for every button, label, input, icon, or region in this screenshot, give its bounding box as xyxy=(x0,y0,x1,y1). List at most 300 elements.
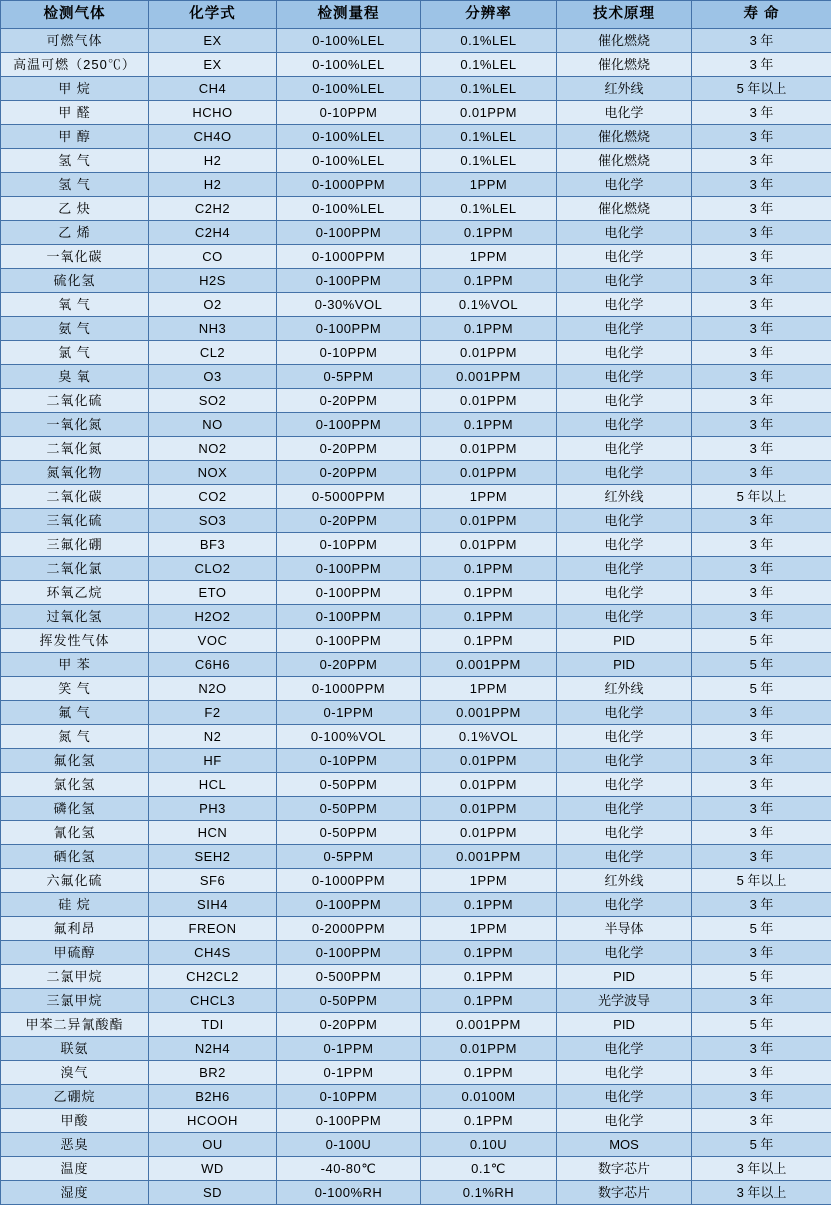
table-row xyxy=(1,989,831,1013)
cell-resolution: 0.1PPM xyxy=(421,413,557,437)
cell-principle: 电化学 xyxy=(557,317,692,341)
cell-lifetime: 5 年 xyxy=(692,1013,831,1037)
table-row xyxy=(1,149,831,173)
cell-gas: 三氧化硫 xyxy=(1,509,149,533)
cell-range: 0-1PPM xyxy=(277,701,421,725)
cell-formula: H2 xyxy=(149,173,277,197)
cell-formula: EX xyxy=(149,29,277,53)
cell-range: 0-100PPM xyxy=(277,221,421,245)
cell-formula: HF xyxy=(149,749,277,773)
table-row xyxy=(1,701,831,725)
cell-resolution: 0.1PPM xyxy=(421,317,557,341)
cell-gas: 氟化氢 xyxy=(1,749,149,773)
cell-lifetime: 3 年 xyxy=(692,1109,831,1133)
table-row xyxy=(1,677,831,701)
cell-range: 0-1PPM xyxy=(277,1061,421,1085)
cell-principle: 电化学 xyxy=(557,293,692,317)
table-row xyxy=(1,1013,831,1037)
cell-formula: H2 xyxy=(149,149,277,173)
cell-range: 0-100%LEL xyxy=(277,149,421,173)
cell-range: 0-100PPM xyxy=(277,1109,421,1133)
cell-range: 0-30%VOL xyxy=(277,293,421,317)
table-row xyxy=(1,821,831,845)
cell-formula: N2O xyxy=(149,677,277,701)
cell-gas: 过氧化氢 xyxy=(1,605,149,629)
cell-lifetime: 3 年 xyxy=(692,509,831,533)
cell-resolution: 0.1PPM xyxy=(421,1109,557,1133)
cell-range: 0-50PPM xyxy=(277,989,421,1013)
cell-lifetime: 3 年 xyxy=(692,269,831,293)
cell-principle: 电化学 xyxy=(557,341,692,365)
cell-resolution: 0.1PPM xyxy=(421,557,557,581)
cell-resolution: 0.1%LEL xyxy=(421,125,557,149)
cell-gas: 高温可燃（250℃） xyxy=(1,53,149,77)
cell-gas: 甲苯二异氰酸酯 xyxy=(1,1013,149,1037)
cell-range: 0-100PPM xyxy=(277,893,421,917)
cell-principle: 数字芯片 xyxy=(557,1181,692,1205)
cell-principle: 电化学 xyxy=(557,557,692,581)
cell-formula: C2H4 xyxy=(149,221,277,245)
table-row xyxy=(1,1157,831,1181)
table-row xyxy=(1,845,831,869)
table-row xyxy=(1,1181,831,1205)
cell-resolution: 0.10U xyxy=(421,1133,557,1157)
cell-resolution: 0.01PPM xyxy=(421,1037,557,1061)
cell-principle: 红外线 xyxy=(557,677,692,701)
table-row xyxy=(1,629,831,653)
cell-range: 0-20PPM xyxy=(277,389,421,413)
table-row xyxy=(1,317,831,341)
cell-principle: 催化燃烧 xyxy=(557,197,692,221)
cell-range: 0-100PPM xyxy=(277,413,421,437)
cell-lifetime: 5 年 xyxy=(692,629,831,653)
cell-principle: 电化学 xyxy=(557,389,692,413)
cell-range: 0-5PPM xyxy=(277,365,421,389)
cell-principle: 电化学 xyxy=(557,365,692,389)
cell-formula: VOC xyxy=(149,629,277,653)
cell-gas: 甲 醛 xyxy=(1,101,149,125)
cell-resolution: 1PPM xyxy=(421,245,557,269)
cell-range: 0-50PPM xyxy=(277,797,421,821)
column-header-resolution: 分辨率 xyxy=(421,1,557,29)
cell-formula: ETO xyxy=(149,581,277,605)
cell-resolution: 0.01PPM xyxy=(421,509,557,533)
table-row xyxy=(1,365,831,389)
table-row xyxy=(1,509,831,533)
cell-gas: 湿度 xyxy=(1,1181,149,1205)
cell-formula: HCOOH xyxy=(149,1109,277,1133)
cell-principle: 电化学 xyxy=(557,701,692,725)
cell-range: 0-100PPM xyxy=(277,269,421,293)
cell-principle: 电化学 xyxy=(557,173,692,197)
table-row xyxy=(1,173,831,197)
cell-lifetime: 3 年 xyxy=(692,293,831,317)
cell-formula: N2H4 xyxy=(149,1037,277,1061)
cell-formula: SIH4 xyxy=(149,893,277,917)
cell-lifetime: 3 年 xyxy=(692,605,831,629)
cell-resolution: 0.01PPM xyxy=(421,749,557,773)
cell-resolution: 1PPM xyxy=(421,173,557,197)
cell-gas: 三氯甲烷 xyxy=(1,989,149,1013)
cell-resolution: 0.01PPM xyxy=(421,437,557,461)
cell-formula: CH2CL2 xyxy=(149,965,277,989)
cell-gas: 环氧乙烷 xyxy=(1,581,149,605)
table-row xyxy=(1,917,831,941)
cell-gas: 硒化氢 xyxy=(1,845,149,869)
cell-formula: SO3 xyxy=(149,509,277,533)
cell-lifetime: 3 年 xyxy=(692,413,831,437)
cell-resolution: 0.1PPM xyxy=(421,989,557,1013)
cell-resolution: 0.1PPM xyxy=(421,893,557,917)
cell-principle: 电化学 xyxy=(557,845,692,869)
cell-principle: 电化学 xyxy=(557,1109,692,1133)
table-row xyxy=(1,533,831,557)
cell-principle: 电化学 xyxy=(557,725,692,749)
table-row xyxy=(1,725,831,749)
table-row xyxy=(1,29,831,53)
column-header-range: 检测量程 xyxy=(277,1,421,29)
cell-formula: NO xyxy=(149,413,277,437)
cell-lifetime: 3 年 xyxy=(692,701,831,725)
cell-lifetime: 3 年 xyxy=(692,149,831,173)
cell-gas: 恶臭 xyxy=(1,1133,149,1157)
cell-lifetime: 5 年以上 xyxy=(692,869,831,893)
table-row xyxy=(1,941,831,965)
cell-formula: NOX xyxy=(149,461,277,485)
cell-lifetime: 3 年 xyxy=(692,341,831,365)
cell-gas: 一氧化氮 xyxy=(1,413,149,437)
cell-principle: 电化学 xyxy=(557,461,692,485)
cell-principle: 电化学 xyxy=(557,749,692,773)
cell-range: 0-20PPM xyxy=(277,437,421,461)
cell-resolution: 0.01PPM xyxy=(421,461,557,485)
cell-resolution: 1PPM xyxy=(421,677,557,701)
cell-lifetime: 3 年 xyxy=(692,221,831,245)
table-row xyxy=(1,1085,831,1109)
cell-principle: PID xyxy=(557,653,692,677)
cell-principle: 红外线 xyxy=(557,485,692,509)
cell-formula: O3 xyxy=(149,365,277,389)
cell-resolution: 0.1%VOL xyxy=(421,293,557,317)
cell-principle: MOS xyxy=(557,1133,692,1157)
table-row xyxy=(1,581,831,605)
cell-range: 0-5PPM xyxy=(277,845,421,869)
cell-range: 0-10PPM xyxy=(277,749,421,773)
cell-gas: 氯化氢 xyxy=(1,773,149,797)
cell-formula: CO2 xyxy=(149,485,277,509)
cell-formula: CLO2 xyxy=(149,557,277,581)
cell-gas: 硫化氢 xyxy=(1,269,149,293)
cell-resolution: 0.1PPM xyxy=(421,941,557,965)
cell-lifetime: 3 年 xyxy=(692,1085,831,1109)
cell-range: 0-10PPM xyxy=(277,1085,421,1109)
cell-formula: C6H6 xyxy=(149,653,277,677)
table-row xyxy=(1,797,831,821)
table-row xyxy=(1,197,831,221)
cell-resolution: 0.01PPM xyxy=(421,797,557,821)
cell-resolution: 0.01PPM xyxy=(421,533,557,557)
cell-principle: 电化学 xyxy=(557,533,692,557)
cell-principle: 电化学 xyxy=(557,1085,692,1109)
cell-lifetime: 3 年 xyxy=(692,1061,831,1085)
cell-resolution: 0.001PPM xyxy=(421,365,557,389)
cell-principle: PID xyxy=(557,629,692,653)
cell-resolution: 0.1PPM xyxy=(421,221,557,245)
cell-range: 0-20PPM xyxy=(277,509,421,533)
table-row xyxy=(1,1109,831,1133)
cell-resolution: 0.1PPM xyxy=(421,269,557,293)
cell-resolution: 0.1%LEL xyxy=(421,149,557,173)
cell-resolution: 0.01PPM xyxy=(421,341,557,365)
cell-range: 0-100%LEL xyxy=(277,53,421,77)
table-header xyxy=(1,1,831,29)
column-header-lifetime: 寿 命 xyxy=(692,1,831,29)
cell-range: 0-10PPM xyxy=(277,533,421,557)
table-row xyxy=(1,773,831,797)
cell-principle: 数字芯片 xyxy=(557,1157,692,1181)
cell-formula: HCHO xyxy=(149,101,277,125)
cell-gas: 氨 气 xyxy=(1,317,149,341)
cell-lifetime: 3 年 xyxy=(692,389,831,413)
cell-resolution: 0.001PPM xyxy=(421,653,557,677)
cell-gas: 甲 醇 xyxy=(1,125,149,149)
cell-gas: 氯 气 xyxy=(1,341,149,365)
cell-formula: SF6 xyxy=(149,869,277,893)
cell-principle: 电化学 xyxy=(557,773,692,797)
cell-gas: 氰化氢 xyxy=(1,821,149,845)
cell-formula: CH4 xyxy=(149,77,277,101)
cell-range: 0-1PPM xyxy=(277,1037,421,1061)
table-row xyxy=(1,125,831,149)
cell-principle: 红外线 xyxy=(557,869,692,893)
cell-range: 0-10PPM xyxy=(277,341,421,365)
cell-gas: 挥发性气体 xyxy=(1,629,149,653)
cell-gas: 氢 气 xyxy=(1,173,149,197)
table-row xyxy=(1,605,831,629)
table-row xyxy=(1,1061,831,1085)
cell-range: 0-100%RH xyxy=(277,1181,421,1205)
cell-gas: 二氧化硫 xyxy=(1,389,149,413)
table-row xyxy=(1,485,831,509)
table-row xyxy=(1,893,831,917)
cell-principle: 电化学 xyxy=(557,245,692,269)
cell-gas: 臭 氧 xyxy=(1,365,149,389)
cell-formula: SO2 xyxy=(149,389,277,413)
cell-formula: HCN xyxy=(149,821,277,845)
cell-resolution: 0.1PPM xyxy=(421,605,557,629)
cell-gas: 可燃气体 xyxy=(1,29,149,53)
cell-lifetime: 3 年 xyxy=(692,773,831,797)
cell-formula: F2 xyxy=(149,701,277,725)
cell-range: 0-100PPM xyxy=(277,605,421,629)
cell-principle: 催化燃烧 xyxy=(557,125,692,149)
cell-range: 0-1000PPM xyxy=(277,677,421,701)
cell-resolution: 0.01PPM xyxy=(421,821,557,845)
cell-gas: 氟利昂 xyxy=(1,917,149,941)
cell-formula: CL2 xyxy=(149,341,277,365)
cell-principle: 半导体 xyxy=(557,917,692,941)
cell-gas: 氧 气 xyxy=(1,293,149,317)
cell-resolution: 0.1%VOL xyxy=(421,725,557,749)
cell-gas: 乙硼烷 xyxy=(1,1085,149,1109)
cell-range: 0-100PPM xyxy=(277,557,421,581)
cell-principle: 电化学 xyxy=(557,797,692,821)
cell-gas: 氟 气 xyxy=(1,701,149,725)
cell-range: 0-100PPM xyxy=(277,581,421,605)
cell-formula: NH3 xyxy=(149,317,277,341)
cell-range: 0-1000PPM xyxy=(277,869,421,893)
cell-formula: TDI xyxy=(149,1013,277,1037)
cell-principle: 电化学 xyxy=(557,605,692,629)
table-row xyxy=(1,869,831,893)
cell-gas: 温度 xyxy=(1,1157,149,1181)
cell-lifetime: 3 年 xyxy=(692,533,831,557)
cell-gas: 乙 烯 xyxy=(1,221,149,245)
cell-lifetime: 5 年以上 xyxy=(692,77,831,101)
cell-formula: CHCL3 xyxy=(149,989,277,1013)
cell-range: 0-100%LEL xyxy=(277,77,421,101)
cell-formula: B2H6 xyxy=(149,1085,277,1109)
table-row xyxy=(1,437,831,461)
cell-resolution: 0.01PPM xyxy=(421,101,557,125)
cell-lifetime: 3 年以上 xyxy=(692,1181,831,1205)
cell-principle: 电化学 xyxy=(557,941,692,965)
cell-resolution: 0.1PPM xyxy=(421,965,557,989)
cell-lifetime: 3 年 xyxy=(692,941,831,965)
cell-principle: 电化学 xyxy=(557,221,692,245)
cell-lifetime: 3 年 xyxy=(692,989,831,1013)
cell-formula: BR2 xyxy=(149,1061,277,1085)
table-row xyxy=(1,269,831,293)
cell-lifetime: 5 年以上 xyxy=(692,485,831,509)
cell-formula: CH4O xyxy=(149,125,277,149)
cell-principle: PID xyxy=(557,965,692,989)
cell-formula: CO xyxy=(149,245,277,269)
table-row xyxy=(1,245,831,269)
cell-lifetime: 3 年 xyxy=(692,173,831,197)
cell-resolution: 0.1%RH xyxy=(421,1181,557,1205)
cell-range: 0-1000PPM xyxy=(277,173,421,197)
table-row xyxy=(1,749,831,773)
cell-resolution: 0.1PPM xyxy=(421,581,557,605)
cell-formula: HCL xyxy=(149,773,277,797)
cell-resolution: 1PPM xyxy=(421,869,557,893)
cell-formula: H2O2 xyxy=(149,605,277,629)
cell-lifetime: 3 年 xyxy=(692,29,831,53)
cell-resolution: 0.1%LEL xyxy=(421,197,557,221)
cell-resolution: 0.1PPM xyxy=(421,1061,557,1085)
cell-resolution: 0.1℃ xyxy=(421,1157,557,1181)
cell-range: 0-100PPM xyxy=(277,629,421,653)
cell-range: 0-20PPM xyxy=(277,1013,421,1037)
cell-resolution: 0.1PPM xyxy=(421,629,557,653)
table-row xyxy=(1,341,831,365)
cell-range: 0-100%LEL xyxy=(277,125,421,149)
cell-lifetime: 3 年 xyxy=(692,581,831,605)
cell-lifetime: 3 年 xyxy=(692,893,831,917)
table-body xyxy=(1,29,831,1205)
table-row xyxy=(1,389,831,413)
cell-principle: 电化学 xyxy=(557,581,692,605)
cell-range: 0-5000PPM xyxy=(277,485,421,509)
cell-lifetime: 5 年 xyxy=(692,917,831,941)
column-header-principle: 技术原理 xyxy=(557,1,692,29)
cell-lifetime: 3 年 xyxy=(692,1037,831,1061)
cell-formula: SD xyxy=(149,1181,277,1205)
cell-formula: O2 xyxy=(149,293,277,317)
table-row xyxy=(1,461,831,485)
cell-resolution: 0.01PPM xyxy=(421,389,557,413)
cell-principle: 电化学 xyxy=(557,1037,692,1061)
cell-range: 0-100%VOL xyxy=(277,725,421,749)
cell-lifetime: 3 年 xyxy=(692,317,831,341)
table-row xyxy=(1,413,831,437)
cell-range: 0-100%LEL xyxy=(277,197,421,221)
table-row xyxy=(1,101,831,125)
cell-formula: FREON xyxy=(149,917,277,941)
table-row xyxy=(1,653,831,677)
cell-lifetime: 3 年 xyxy=(692,365,831,389)
cell-formula: SEH2 xyxy=(149,845,277,869)
cell-formula: C2H2 xyxy=(149,197,277,221)
cell-principle: 电化学 xyxy=(557,509,692,533)
cell-principle: 电化学 xyxy=(557,893,692,917)
cell-lifetime: 3 年 xyxy=(692,725,831,749)
cell-range: 0-100PPM xyxy=(277,317,421,341)
cell-principle: 催化燃烧 xyxy=(557,53,692,77)
cell-range: 0-50PPM xyxy=(277,821,421,845)
cell-resolution: 0.01PPM xyxy=(421,773,557,797)
cell-range: -40-80℃ xyxy=(277,1157,421,1181)
cell-resolution: 1PPM xyxy=(421,485,557,509)
cell-gas: 硅 烷 xyxy=(1,893,149,917)
cell-formula: PH3 xyxy=(149,797,277,821)
cell-range: 0-100%LEL xyxy=(277,29,421,53)
cell-resolution: 0.1%LEL xyxy=(421,53,557,77)
cell-formula: WD xyxy=(149,1157,277,1181)
table-header-row xyxy=(1,1,831,29)
cell-lifetime: 3 年 xyxy=(692,197,831,221)
cell-range: 0-20PPM xyxy=(277,653,421,677)
cell-gas: 一氧化碳 xyxy=(1,245,149,269)
cell-gas: 磷化氢 xyxy=(1,797,149,821)
cell-range: 0-500PPM xyxy=(277,965,421,989)
cell-gas: 氮 气 xyxy=(1,725,149,749)
cell-resolution: 0.001PPM xyxy=(421,845,557,869)
cell-range: 0-100PPM xyxy=(277,941,421,965)
cell-principle: 催化燃烧 xyxy=(557,149,692,173)
table-row xyxy=(1,965,831,989)
cell-lifetime: 3 年 xyxy=(692,125,831,149)
cell-range: 0-100U xyxy=(277,1133,421,1157)
table-row xyxy=(1,557,831,581)
cell-lifetime: 5 年 xyxy=(692,965,831,989)
table-row xyxy=(1,53,831,77)
cell-principle: PID xyxy=(557,1013,692,1037)
cell-principle: 电化学 xyxy=(557,101,692,125)
cell-range: 0-1000PPM xyxy=(277,245,421,269)
table-row xyxy=(1,1037,831,1061)
cell-lifetime: 5 年 xyxy=(692,653,831,677)
cell-resolution: 1PPM xyxy=(421,917,557,941)
cell-gas: 二氯甲烷 xyxy=(1,965,149,989)
cell-lifetime: 3 年 xyxy=(692,797,831,821)
cell-principle: 电化学 xyxy=(557,1061,692,1085)
cell-range: 0-20PPM xyxy=(277,461,421,485)
cell-principle: 电化学 xyxy=(557,413,692,437)
cell-resolution: 0.0100M xyxy=(421,1085,557,1109)
cell-resolution: 0.001PPM xyxy=(421,701,557,725)
